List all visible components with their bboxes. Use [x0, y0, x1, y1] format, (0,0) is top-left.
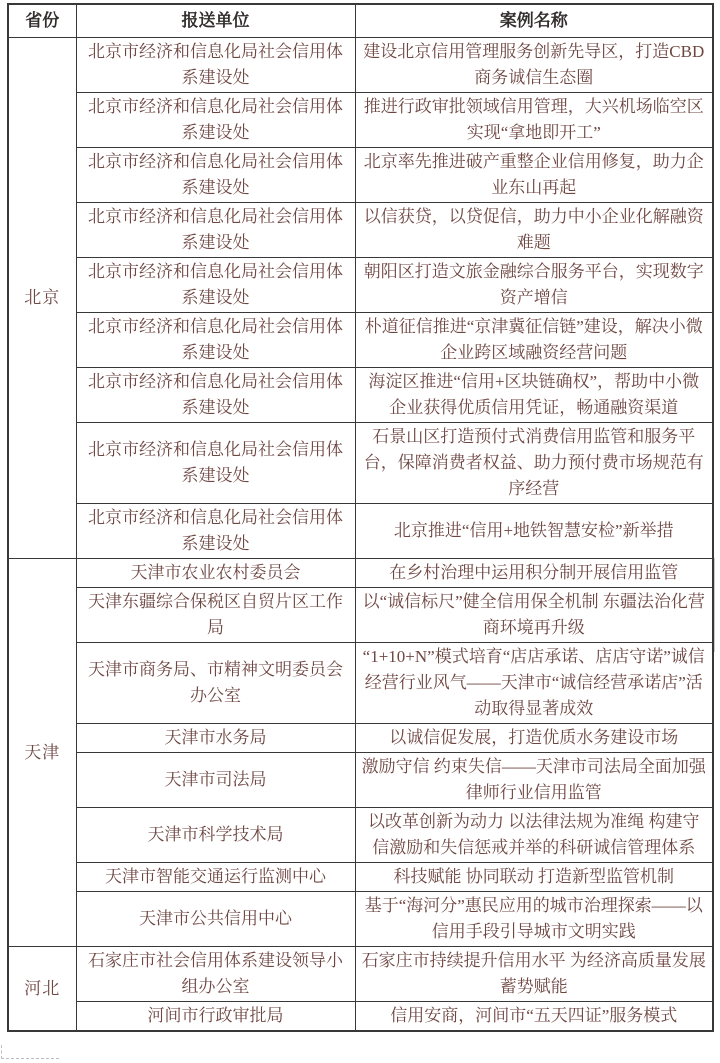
unit-cell: 天津市商务局、市精神文明委员会办公室	[76, 643, 355, 724]
case-name-cell: 基于“海河分”惠民应用的城市治理探索——以信用手段引导城市文明实践	[355, 892, 713, 947]
table-row	[8, 753, 713, 808]
table-row	[8, 947, 713, 1002]
case-name-cell: 北京推进“信用+地铁智慧安检”新举措	[355, 504, 713, 559]
unit-cell: 天津市农业农村委员会	[76, 559, 355, 588]
unit-cell: 北京市经济和信息化局社会信用体系建设处	[76, 423, 355, 504]
table-header-row	[8, 4, 713, 38]
header-unit: 报送单位	[76, 4, 355, 38]
selection-corner-artifact	[1, 1045, 59, 1059]
right-edge-artifact	[714, 558, 715, 652]
case-name-cell: 科技赋能 协同联动 打造新型监管机制	[355, 863, 713, 892]
table-row	[8, 313, 713, 368]
unit-cell: 北京市经济和信息化局社会信用体系建设处	[76, 313, 355, 368]
table-row	[8, 203, 713, 258]
header-case-name: 案例名称	[355, 4, 713, 38]
case-name-cell: 以信获贷，以贷促信，助力中小企业化解融资难题	[355, 203, 713, 258]
case-name-cell: 在乡村治理中运用积分制开展信用监管	[355, 559, 713, 588]
case-name-cell: 信用安商，河间市“五天四证”服务模式	[355, 1002, 713, 1032]
unit-cell: 北京市经济和信息化局社会信用体系建设处	[76, 38, 355, 93]
case-name-cell: 石家庄市持续提升信用水平 为经济高质量发展蓄势赋能	[355, 947, 713, 1002]
table-row	[8, 808, 713, 863]
case-name-cell: 海淀区推进“信用+区块链确权”，帮助中小微企业获得优质信用凭证，畅通融资渠道	[355, 368, 713, 423]
credit-cases-table	[7, 3, 714, 1032]
table-row	[8, 504, 713, 559]
unit-cell: 天津市公共信用中心	[76, 892, 355, 947]
unit-cell: 北京市经济和信息化局社会信用体系建设处	[76, 368, 355, 423]
unit-cell: 天津东疆综合保税区自贸片区工作局	[76, 588, 355, 643]
table-row	[8, 148, 713, 203]
case-name-cell: 北京率先推进破产重整企业信用修复，助力企业东山再起	[355, 148, 713, 203]
table-row	[8, 588, 713, 643]
case-name-cell: 激励守信 约束失信——天津市司法局全面加强律师行业信用监管	[355, 753, 713, 808]
table-row	[8, 892, 713, 947]
unit-cell: 北京市经济和信息化局社会信用体系建设处	[76, 148, 355, 203]
unit-cell: 天津市智能交通运行监测中心	[76, 863, 355, 892]
case-name-cell: 以改革创新为动力 以法律法规为准绳 构建守信激励和失信惩戒并举的科研诚信管理体系	[355, 808, 713, 863]
unit-cell: 河间市行政审批局	[76, 1002, 355, 1032]
unit-cell: 北京市经济和信息化局社会信用体系建设处	[76, 93, 355, 148]
table-row	[8, 1002, 713, 1032]
case-name-cell: 推进行政审批领域信用管理，大兴机场临空区实现“拿地即开工”	[355, 93, 713, 148]
header-province: 省份	[8, 4, 76, 38]
province-cell: 河北	[8, 947, 76, 1032]
table-row	[8, 38, 713, 93]
unit-cell: 天津市科学技术局	[76, 808, 355, 863]
case-name-cell: 建设北京信用管理服务创新先导区，打造CBD商务诚信生态圈	[355, 38, 713, 93]
table-row	[8, 93, 713, 148]
table-row	[8, 643, 713, 724]
table-row	[8, 559, 713, 588]
unit-cell: 北京市经济和信息化局社会信用体系建设处	[76, 504, 355, 559]
table-row	[8, 863, 713, 892]
case-name-cell: 朴道征信推进“京津冀征信链”建设，解决小微企业跨区域融资经营问题	[355, 313, 713, 368]
unit-cell: 石家庄市社会信用体系建设领导小组办公室	[76, 947, 355, 1002]
case-name-cell: 石景山区打造预付式消费信用监管和服务平台，保障消费者权益、助力预付费市场规范有序经营	[355, 423, 713, 504]
table-row	[8, 368, 713, 423]
table-body	[8, 38, 713, 1032]
unit-cell: 北京市经济和信息化局社会信用体系建设处	[76, 258, 355, 313]
table-row	[8, 423, 713, 504]
table-row	[8, 724, 713, 753]
table-row	[8, 258, 713, 313]
unit-cell: 北京市经济和信息化局社会信用体系建设处	[76, 203, 355, 258]
case-name-cell: “1+10+N”模式培育“店店承诺、店店守诺”诚信经营行业风气——天津市“诚信经营承诺店”活动取得显著成效	[355, 643, 713, 724]
province-cell: 天津	[8, 559, 76, 947]
case-name-cell: 以诚信促发展，打造优质水务建设市场	[355, 724, 713, 753]
province-cell: 北京	[8, 38, 76, 559]
case-name-cell: 朝阳区打造文旅金融综合服务平台，实现数字资产增信	[355, 258, 713, 313]
case-name-cell: 以“诚信标尺”健全信用保全机制 东疆法治化营商环境再升级	[355, 588, 713, 643]
unit-cell: 天津市水务局	[76, 724, 355, 753]
unit-cell: 天津市司法局	[76, 753, 355, 808]
